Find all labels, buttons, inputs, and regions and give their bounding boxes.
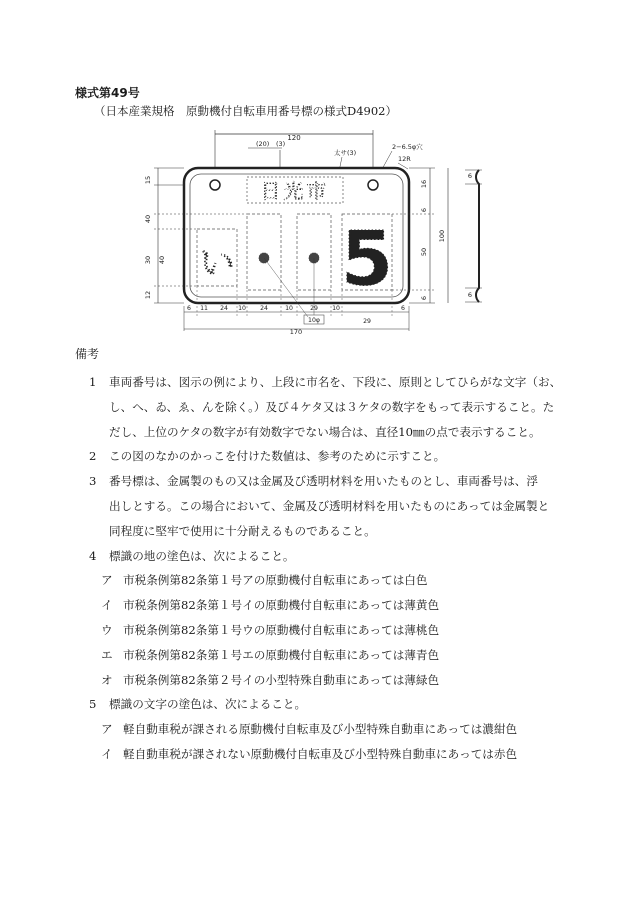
dim-radius: 12R xyxy=(398,155,411,163)
note-1-cont xyxy=(75,395,565,445)
dim-dot: 10φ xyxy=(308,317,320,324)
dim-total-170: 170 xyxy=(289,328,303,336)
mounting-hole-left xyxy=(210,180,220,190)
dim-b24a: 24 xyxy=(220,305,228,312)
dim-right-6b: 6 xyxy=(420,295,428,301)
note-line: し、へ、ゐ、ゑ、んを除く。）及び４ケタ又は３ケタの数字をもって表示すること。た xyxy=(109,399,555,414)
dim-char-a: (20) xyxy=(256,140,270,148)
dim-right-6a: 6 xyxy=(420,207,428,213)
dim-b6b: 6 xyxy=(401,305,405,312)
item-key: イ xyxy=(101,746,113,761)
note-number: 5 xyxy=(89,697,97,712)
note-line: 同程度に堅牢で使用に十分耐えるものであること。 xyxy=(109,523,376,538)
dim-b6a: 6 xyxy=(187,305,191,312)
dim-thickness: 太サ(3) xyxy=(334,149,357,157)
item-key: ウ xyxy=(101,622,113,637)
note-number: 3 xyxy=(89,474,97,489)
dim-char-b: (3) xyxy=(276,140,286,148)
dim-right-100: 100 xyxy=(438,229,446,243)
dim-left-30: 30 xyxy=(144,255,152,265)
item-key: エ xyxy=(101,647,113,662)
note-line: だし、上位のケタの数字が有効数字でない場合は、直径10㎜の点で表示すること。 xyxy=(109,424,541,439)
item-text: 市税条例第82条第２号イの小型特殊自動車にあっては薄緑色 xyxy=(123,672,440,687)
dim-right-16: 16 xyxy=(420,179,428,189)
note-number: 1 xyxy=(89,375,97,389)
form-subtitle: （日本産業規格 原動機付自転車用番号標の様式D4902） xyxy=(94,104,397,118)
dim-b29b: 29 xyxy=(363,318,371,325)
item-text: 市税条例第82条第１号エの原動機付自転車にあっては薄青色 xyxy=(123,647,440,662)
note-4-item-o xyxy=(75,668,565,693)
note-line: 標識の文字の塗色は、次によること。 xyxy=(109,697,307,712)
note-number: 2 xyxy=(89,449,97,464)
form-title: 様式第49号 xyxy=(75,86,140,100)
item-text: 軽自動車税が課されない原動機付自転車及び小型特殊自動車にあっては赤色 xyxy=(123,746,518,761)
item-text: 市税条例第82条第１号イの原動機付自転車にあっては薄黄色 xyxy=(123,598,440,613)
note-line: この図のなかのかっこを付けた数値は、参考のために示すこと。 xyxy=(109,449,446,464)
dim-b10c: 10 xyxy=(332,305,340,312)
dim-left-12: 12 xyxy=(144,290,152,300)
item-key: イ xyxy=(101,598,113,613)
dim-left-40b: 40 xyxy=(158,255,166,265)
item-text: 市税条例第82条第１号アの原動機付自転車にあっては白色 xyxy=(123,573,428,588)
item-text: 軽自動車税が課される原動機付自転車及び小型特殊自動車にあっては濃紺色 xyxy=(123,722,518,737)
dim-b29a: 29 xyxy=(310,305,318,312)
item-key: オ xyxy=(101,672,113,687)
dim-b11: 11 xyxy=(200,305,208,312)
note-number: 4 xyxy=(89,548,97,563)
note-5-item-i xyxy=(75,742,565,767)
note-line: 出しとする。この場合において、金属及び透明材料を用いたものにあっては金属製と xyxy=(109,498,550,513)
note-5-item-a xyxy=(75,717,565,742)
note-5 xyxy=(75,692,565,717)
plate-hiragana: い xyxy=(198,243,236,284)
item-key: ア xyxy=(101,573,113,588)
note-1 xyxy=(75,370,565,395)
note-2 xyxy=(75,444,565,469)
plate-digit: 5 xyxy=(340,214,394,303)
dim-b24b: 24 xyxy=(260,305,268,312)
dim-right-50: 50 xyxy=(420,247,428,257)
dim-b10b: 10 xyxy=(285,305,293,312)
plate-city-name: 日光市 xyxy=(260,179,330,203)
plate-side-profile xyxy=(476,170,479,302)
note-line: 標識の地の塗色は、次によること。 xyxy=(109,548,295,563)
plate-drawing xyxy=(130,128,500,336)
item-key: ア xyxy=(101,722,113,737)
note-4-item-i xyxy=(75,593,565,618)
dim-left-15: 15 xyxy=(144,175,152,185)
license-plate-figure xyxy=(130,128,500,336)
dim-side-6a: 6 xyxy=(467,172,473,180)
dim-side-6b: 6 xyxy=(467,291,473,299)
note-4-item-u xyxy=(75,618,565,643)
dim-b10a: 10 xyxy=(238,305,246,312)
note-line: 車両番号は、図示の例により、上段に市名を、下段に、原則としてひらがな文字（お、 xyxy=(109,375,562,389)
note-4 xyxy=(75,544,565,569)
dim-hole: 2−6.5φ穴 xyxy=(392,143,423,151)
dim-120: 120 xyxy=(287,134,301,142)
note-4-item-e xyxy=(75,643,565,668)
note-line: 番号標は、金属製のもの又は金属及び透明材料を用いたものとし、車両番号は、浮 xyxy=(109,474,538,489)
note-3 xyxy=(75,469,565,543)
item-text: 市税条例第82条第１号ウの原動機付自転車にあっては薄桃色 xyxy=(123,622,440,637)
mounting-hole-right xyxy=(368,180,378,190)
notes-section xyxy=(75,370,565,767)
note-4-item-a xyxy=(75,568,565,593)
notes-heading: 備考 xyxy=(75,347,100,361)
dim-left-40: 40 xyxy=(144,214,152,224)
